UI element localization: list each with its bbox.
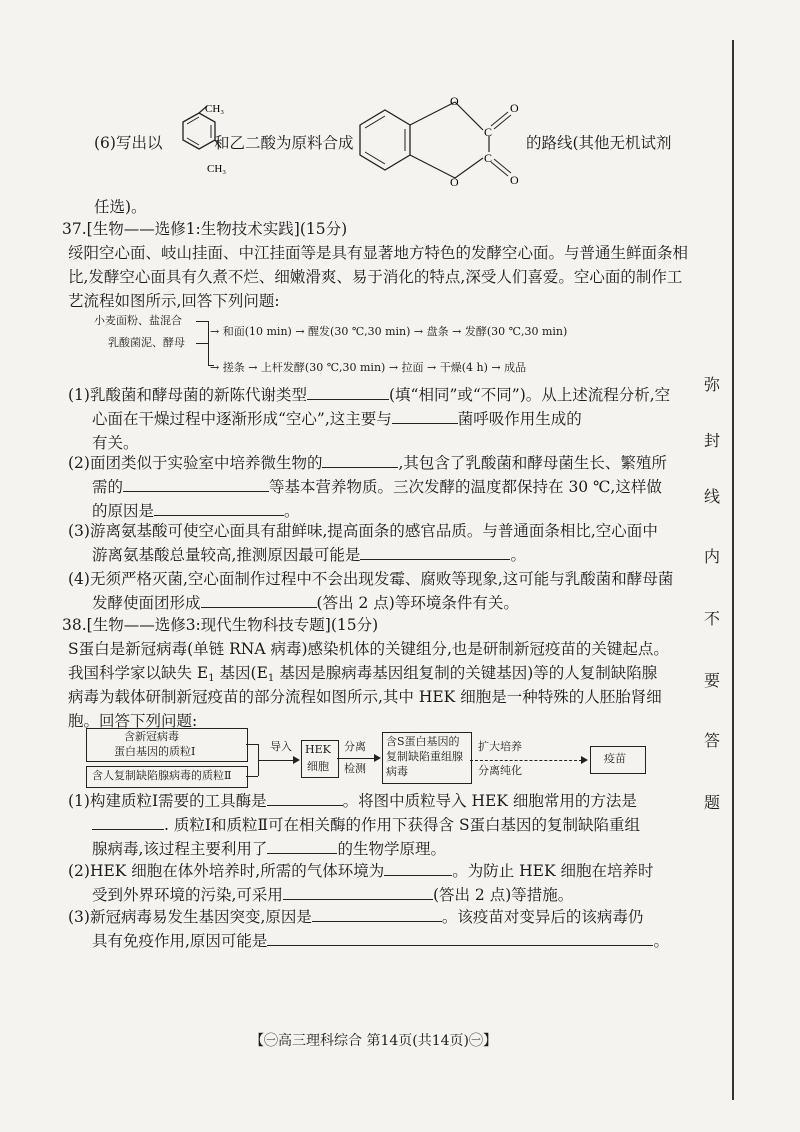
- flow38-arrow2-head: [374, 754, 381, 762]
- q37-1-text-d: 菌呼吸作用生成的: [457, 410, 582, 428]
- q38-intro-3: 病毒为载体研制新冠疫苗的部分流程如图所示,其中 HEK 细胞是一种特殊的人胚胎肾细: [68, 688, 662, 706]
- flow38-arrow1-line: [258, 760, 294, 761]
- o-label-right-top: O: [510, 101, 519, 115]
- flow38-merge-bottom: [246, 776, 258, 777]
- q38-3-blank-b[interactable]: [267, 931, 653, 946]
- q38-intro-2c: 基因是腺病毒基因组复制的关键基因)等的人复制缺陷腺: [274, 664, 658, 682]
- q6-suffix: 的路线(其他无机试剂: [526, 134, 672, 152]
- hek-line1: HEK: [305, 743, 331, 756]
- q38-1-blank-c[interactable]: [267, 839, 337, 854]
- flow37-bracket-vertical: [208, 321, 209, 365]
- o-label-right-bottom: O: [510, 173, 519, 187]
- q6-middle: 和乙二酸为原料合成: [214, 134, 354, 152]
- q37-2-a: [68, 452, 667, 474]
- q38-header: 38.[生物——选修3:现代生物科技专题](15分): [62, 616, 379, 634]
- q37-4-text-c: (答出 2 点)等环境条件有关。: [316, 594, 519, 612]
- side-char-7: 答: [704, 731, 721, 750]
- q38-3-text-d: 。: [653, 932, 669, 950]
- q38-intro-4: 胞。回答下列问题:: [68, 712, 198, 730]
- plasmid1-line2: 蛋白基因的质粒Ⅰ: [114, 745, 196, 758]
- q38-1-text-b: 。将图中质粒导入 HEK 细胞常用的方法是: [342, 792, 637, 810]
- ch3-top-label: CH₃: [205, 103, 225, 115]
- q37-2-blank-b[interactable]: [123, 477, 269, 492]
- flow37-input2: 乳酸菌泥、酵母: [108, 336, 185, 349]
- plasmid2-label: 含人复制缺陷腺病毒的质粒Ⅱ: [92, 769, 232, 782]
- side-char-8: 题: [704, 793, 721, 812]
- flow38-detect: 检测: [344, 762, 366, 775]
- q37-2-text-d: 等基本营养物质。三次发酵的温度都保持在 30 ℃,这样做: [269, 478, 662, 496]
- q37-3-a: (3)游离氨基酸可使空心面具有甜鲜味,提高面条的感官品质。与普通面条相比,空心面中: [68, 522, 658, 540]
- q38-1-text-c: . 质粒Ⅰ和质粒Ⅱ可在相关酶的作用下获得含 S蛋白基因的复制缺陷重组: [164, 816, 641, 834]
- q37-4-text-b: 发酵使面团形成: [92, 594, 201, 612]
- q38-2-text-a: (2)HEK 细胞在体外培养时,所需的气体环境为: [68, 862, 385, 880]
- page-footer: 【㊀高三理科综合 第14页(共14页)㊀】: [250, 1033, 498, 1049]
- flow38-arrow2-line: [337, 758, 375, 759]
- q37-2-c: [92, 500, 300, 522]
- q37-1-text-c: 心面在干燥过程中逐渐形成“空心”,这主要与: [92, 410, 392, 428]
- q37-header: 37.[生物——选修1:生物技术实践](15分): [62, 220, 348, 238]
- flow37-bracket-top: [196, 321, 208, 322]
- virus-line2: 复制缺陷重组腺: [386, 750, 463, 763]
- c-label-bottom: C: [484, 151, 493, 165]
- q37-3-text-b: 游离氨基酸总量较高,推测原因最可能是: [92, 546, 361, 564]
- q38-3-a: [68, 906, 643, 928]
- q37-1-c: [92, 432, 139, 454]
- q37-4-b: [92, 592, 519, 614]
- e1-subscript-b: 1: [267, 673, 275, 684]
- q37-intro-1: 绥阳空心面、岐山挂面、中江挂面等是具有显著地方特色的发酵空心面。与普通生鲜面条相: [68, 244, 689, 262]
- o-label-bottom: O: [450, 175, 459, 189]
- flow38-purify: 分离纯化: [478, 764, 522, 777]
- vaccine-label: 疫苗: [604, 752, 626, 765]
- q37-intro-2: 比,发酵空心面具有久煮不烂、细嫩滑爽、易于消化的特点,深受人们喜爱。空心面的制作工: [68, 268, 683, 286]
- q38-3-blank-a[interactable]: [312, 907, 442, 922]
- flow38-expand: 扩大培养: [478, 740, 522, 753]
- side-char-6: 要: [704, 671, 721, 690]
- flow38-arrow1-head: [293, 756, 300, 764]
- q38-2-a: [68, 860, 654, 882]
- q6-prefix: (6)写出以: [94, 134, 163, 152]
- flow38-arrow3-line: [470, 760, 582, 761]
- q37-1-text-b: (填“相同”或“不同”)。从上述流程分析,空: [388, 386, 671, 404]
- q38-2-blank-a[interactable]: [384, 861, 452, 876]
- q37-intro-3: 艺流程如图所示,回答下列问题:: [68, 292, 280, 310]
- flow38-arrow3-head: [581, 756, 588, 764]
- ch3-bottom-label: CH₃: [207, 163, 227, 175]
- q38-intro-2b: 基因(E: [214, 664, 268, 682]
- q37-3-blank[interactable]: [360, 545, 510, 560]
- q38-1-b: [92, 814, 640, 836]
- q38-1-text-e: 的生物学原理。: [337, 840, 446, 858]
- side-char-4: 内: [704, 547, 721, 566]
- flow38-merge-top: [246, 744, 258, 745]
- hek-line2: 细胞: [307, 760, 329, 773]
- binding-line: [732, 40, 734, 1100]
- q37-1-blank-b[interactable]: [392, 409, 458, 424]
- flow37-bracket-bottom: [196, 343, 208, 344]
- q38-1-text-d: 腺病毒,该过程主要利用了: [92, 840, 268, 858]
- q37-4-blank[interactable]: [201, 593, 317, 608]
- q38-2-b: [92, 884, 573, 906]
- q6-cont: 任选)。: [94, 198, 147, 216]
- q37-4-a: (4)无须严格灭菌,空心面制作过程中不会出现发霉、腐败等现象,这可能与乳酸菌和酵母菌: [68, 570, 674, 588]
- q38-1-blank-a[interactable]: [267, 791, 343, 806]
- q38-1-blank-b[interactable]: [92, 815, 164, 830]
- q37-1-blank-a[interactable]: [307, 385, 389, 400]
- virus-line3: 病毒: [386, 765, 408, 778]
- q37-2-text-a: (2)面团类似于实验室中培养微生物的: [68, 454, 323, 472]
- q38-3-text-c: 具有免疫作用,原因可能是: [92, 932, 268, 950]
- flow38-separate: 分离: [344, 740, 366, 753]
- q38-2-text-c: 受到外界环境的污染,可采用: [92, 886, 283, 904]
- q37-2-text-c: 需的: [92, 478, 124, 496]
- q37-2-blank-a[interactable]: [322, 453, 398, 468]
- q38-2-blank-b[interactable]: [283, 885, 433, 900]
- q38-2-text-b: 。为防止 HEK 细胞在培养时: [452, 862, 654, 880]
- q38-3-text-b: 。该疫苗对变异后的该病毒仍: [441, 908, 644, 926]
- side-char-2: 封: [704, 431, 721, 450]
- flow37-row2: → 搓条 → 上杆发酵(30 ℃,30 min) → 拉面 → 干燥(4 h) → 成品: [210, 361, 527, 374]
- c-label-top: C: [484, 125, 493, 139]
- q38-3-b: [92, 930, 669, 952]
- q37-1-text-a: (1)乳酸菌和酵母菌的新陈代谢类型: [68, 386, 307, 404]
- q38-3-text-a: (3)新冠病毒易发生基因突变,原因是: [68, 908, 312, 926]
- plasmid1-line1: 含新冠病毒: [124, 730, 179, 743]
- flow37-input1: 小麦面粉、盐混合: [94, 314, 182, 327]
- q37-2-text-f: 。: [284, 502, 300, 520]
- side-char-1: 弥: [704, 375, 721, 394]
- q38-1-c: [92, 838, 446, 860]
- q37-3-b: [92, 544, 526, 566]
- e1-subscript-a: 1: [208, 673, 215, 684]
- q37-2-blank-c[interactable]: [154, 501, 284, 516]
- virus-line1: 含S蛋白基因的: [386, 735, 460, 748]
- q37-1-b: [92, 408, 582, 430]
- o-label-top: O: [450, 94, 459, 108]
- flow37-row1: → 和面(10 min) → 醒发(30 ℃,30 min) → 盘条 → 发酵(30 ℃,30 min): [210, 325, 568, 338]
- q37-2-text-e: 的原因是: [92, 502, 155, 520]
- q38-intro-2a: 我国科学家以缺失 E: [68, 664, 209, 682]
- q37-2-text-b: ,其包含了乳酸菌和酵母菌生长、繁殖所: [398, 454, 667, 472]
- q38-intro-1: S蛋白是新冠病毒(单链 RNA 病毒)感染机体的关键组分,也是研制新冠疫苗的关键起点。: [68, 640, 669, 658]
- target-molecule-structure: [355, 90, 525, 200]
- q38-1-a: [68, 790, 637, 812]
- flow38-import: 导入: [270, 740, 292, 753]
- side-char-5: 不: [704, 609, 721, 628]
- q37-1-text-e: 有关。: [92, 434, 139, 452]
- q38-1-text-a: (1)构建质粒Ⅰ需要的工具酶是: [68, 792, 267, 810]
- q38-2-text-d: (答出 2 点)等措施。: [432, 886, 574, 904]
- q37-3-text-c: 。: [510, 546, 526, 564]
- q37-1-a: [68, 384, 670, 406]
- side-char-3: 线: [704, 487, 721, 506]
- q37-2-b: [92, 476, 662, 498]
